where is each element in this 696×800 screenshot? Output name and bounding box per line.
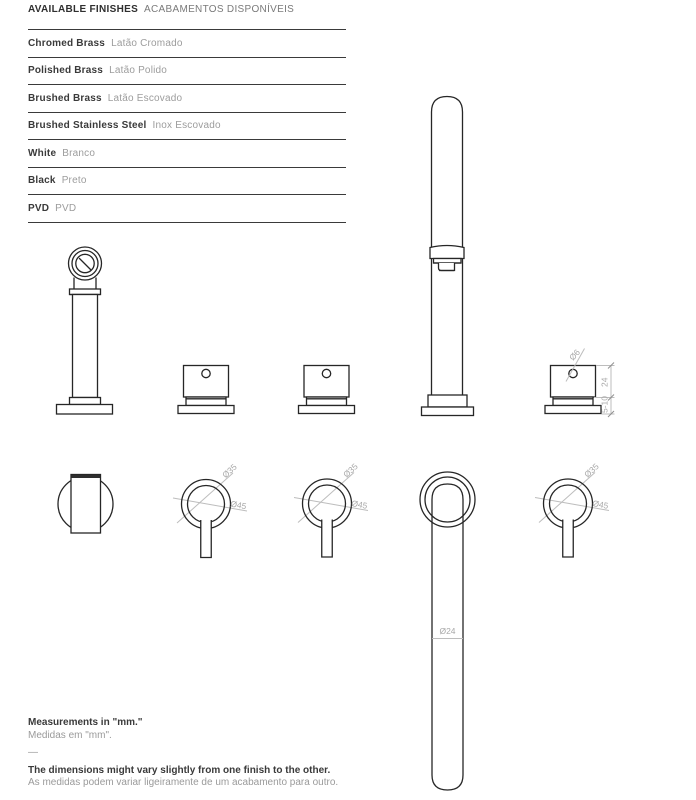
- valve-side-view: [178, 366, 234, 414]
- note-measurements-pt: Medidas em "mm".: [28, 729, 112, 741]
- valve-top-view: [294, 461, 368, 557]
- finishes-title-pt: ACABAMENTOS DISPONÍVEIS: [144, 4, 295, 15]
- dim-label-inner-diameter: Ø35: [220, 461, 239, 480]
- spout-side-view: [422, 97, 474, 416]
- valve-top-view: [173, 462, 247, 558]
- mixer-handle-side-view: [57, 247, 113, 414]
- finish-name-en: Brushed Stainless Steel: [28, 120, 147, 132]
- finish-name-pt: Branco: [62, 147, 96, 159]
- finish-name-pt: Inox Escovado: [152, 120, 221, 132]
- footer-notes: [28, 717, 338, 790]
- dim-label-outer-diameter: Ø45: [229, 498, 248, 512]
- screw-slot: [80, 259, 91, 270]
- valve-top-view: [535, 461, 609, 557]
- note-measurements-en: Measurements in "mm.": [28, 717, 143, 728]
- dim-label-deck-thickness: 5-10: [599, 395, 610, 413]
- finish-name-pt: Latão Cromado: [111, 37, 183, 49]
- dim-label-screw-diameter: Ø6: [567, 347, 583, 363]
- dim-label-inner-diameter: Ø35: [582, 461, 601, 480]
- valve-side-view: [299, 366, 355, 414]
- finish-name-pt: Latão Polido: [109, 65, 168, 77]
- dim-label-spout-diameter: Ø24: [439, 626, 456, 636]
- spout-top-view: [420, 472, 475, 790]
- finish-name-en: Polished Brass: [28, 65, 104, 77]
- dim-label-inner-diameter: Ø35: [341, 461, 360, 480]
- note-separator: —: [28, 747, 38, 758]
- dim-label-body-height: 24: [599, 377, 610, 387]
- dim-label-outer-diameter: Ø45: [350, 498, 369, 511]
- finishes-title-en: AVAILABLE FINISHES: [28, 4, 139, 15]
- finish-name-en: White: [28, 147, 57, 159]
- finish-name-en: Black: [28, 175, 56, 187]
- mixer-handle-top-view: [58, 475, 113, 534]
- finish-name-pt: Latão Escovado: [107, 92, 183, 104]
- finish-name-pt: PVD: [55, 202, 77, 214]
- valve-side-view-dimensioned: [545, 347, 615, 417]
- dim-label-outer-diameter: Ø45: [591, 498, 610, 511]
- finish-name-pt: Preto: [61, 175, 87, 187]
- note-dimensions-en: The dimensions might vary slightly from one finish to the other.: [28, 764, 331, 776]
- finish-name-en: Chromed Brass: [28, 37, 106, 49]
- note-dimensions-pt: As medidas podem variar ligeiramente de um acabamento para outro.: [28, 777, 339, 788]
- finish-name-en: Brushed Brass: [28, 92, 102, 104]
- finish-name-en: PVD: [28, 202, 50, 214]
